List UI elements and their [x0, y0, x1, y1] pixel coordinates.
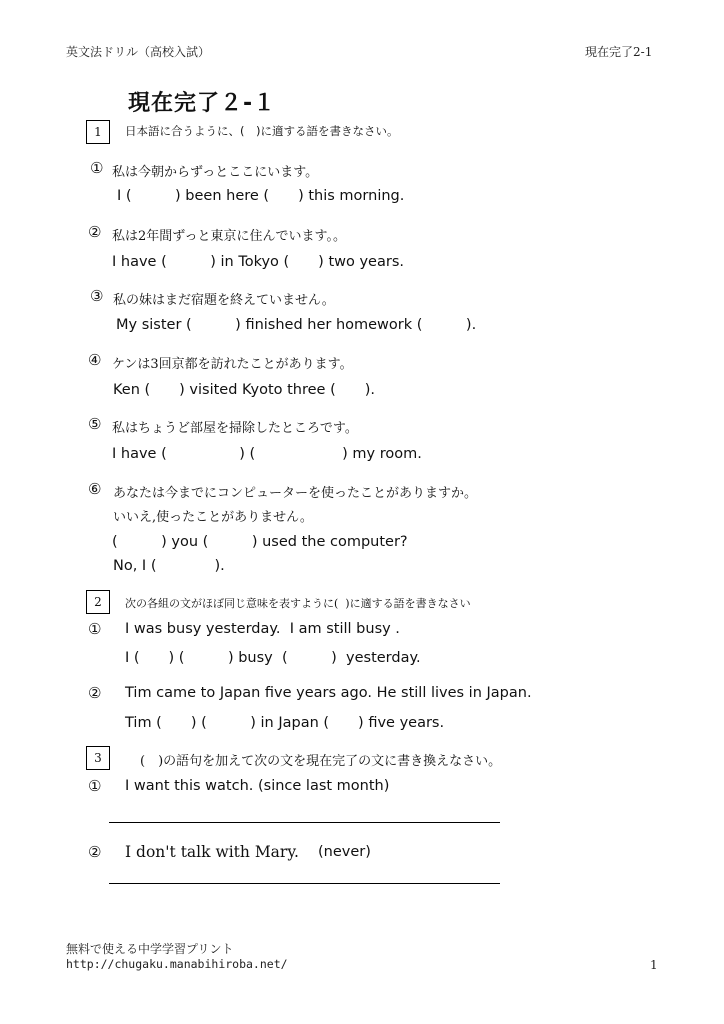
question-hint: (never) — [318, 844, 371, 860]
question-english: Tim came to Japan five years ago. He still lives in Japan. — [125, 685, 532, 701]
section-3-instruction: ( )の語句を加えて次の文を現在完了の文に書き換えなさい。 — [140, 754, 502, 769]
header-right: 現在完了2-1 — [585, 45, 653, 59]
section-1-number: 1 — [86, 120, 110, 144]
question-number: ② — [88, 684, 102, 702]
page-title: 現在完了２-１ — [128, 91, 277, 116]
question-english: ( ) you ( ) used the computer? — [112, 534, 408, 550]
question-number: ③ — [90, 287, 104, 305]
footer-url[interactable]: http://chugaku.manabihiroba.net/ — [66, 957, 288, 971]
question-japanese-2: いいえ,使ったことがありません。 — [113, 510, 313, 525]
footer-site-name: 無料で使える中学学習プリント — [66, 942, 234, 956]
question-japanese: 私の妹はまだ宿題を終えていません。 — [113, 293, 335, 308]
question-number: ② — [88, 843, 102, 861]
answer-line[interactable] — [109, 822, 500, 823]
question-japanese: 私は今朝からずっとここにいます。 — [112, 165, 319, 180]
question-english: My sister ( ) finished her homework ( ). — [116, 317, 477, 333]
question-english-2: Tim ( ) ( ) in Japan ( ) five years. — [125, 715, 445, 731]
question-japanese: あなたは今までにコンピューターを使ったことがありますか。 — [113, 486, 478, 501]
question-japanese: 私は2年間ずっと東京に住んでいます。。 — [112, 229, 346, 244]
question-english: I have ( ) ( ) my room. — [112, 446, 422, 462]
section-2-number: 2 — [86, 590, 110, 614]
question-english: Ken ( ) visited Kyoto three ( ). — [113, 382, 376, 398]
section-3-number: 3 — [86, 746, 110, 770]
section-2-instruction: 次の各組の文がほぼ同じ意味を表すように( )に適する語を書きなさい — [125, 597, 471, 610]
question-english-2: No, I ( ). — [113, 558, 225, 574]
question-number: ⑥ — [88, 480, 102, 498]
question-number: ④ — [88, 351, 102, 369]
question-english: I was busy yesterday. I am still busy . — [125, 621, 400, 637]
answer-line[interactable] — [109, 883, 500, 884]
question-english: I don't talk with Mary. — [125, 843, 299, 861]
page-number: 1 — [650, 958, 658, 972]
question-number: ① — [90, 159, 104, 177]
question-number: ② — [88, 223, 102, 241]
section-1-instruction: 日本語に合うように、( )に適する語を書きなさい。 — [125, 124, 399, 138]
question-english: I want this watch. (since last month) — [125, 778, 390, 794]
question-english: I have ( ) in Tokyo ( ) two years. — [112, 254, 404, 270]
question-japanese: 私はちょうど部屋を掃除したところです。 — [112, 421, 358, 436]
question-number: ① — [88, 777, 102, 795]
question-japanese: ケンは3回京都を訪れたことがあります。 — [112, 357, 353, 372]
question-number: ① — [88, 620, 102, 638]
question-english: I ( ) been here ( ) this morning. — [117, 188, 405, 204]
question-number: ⑤ — [88, 415, 102, 433]
question-english-2: I ( ) ( ) busy ( ) yesterday. — [125, 650, 421, 666]
header-left: 英文法ドリル（高校入試） — [66, 45, 211, 59]
